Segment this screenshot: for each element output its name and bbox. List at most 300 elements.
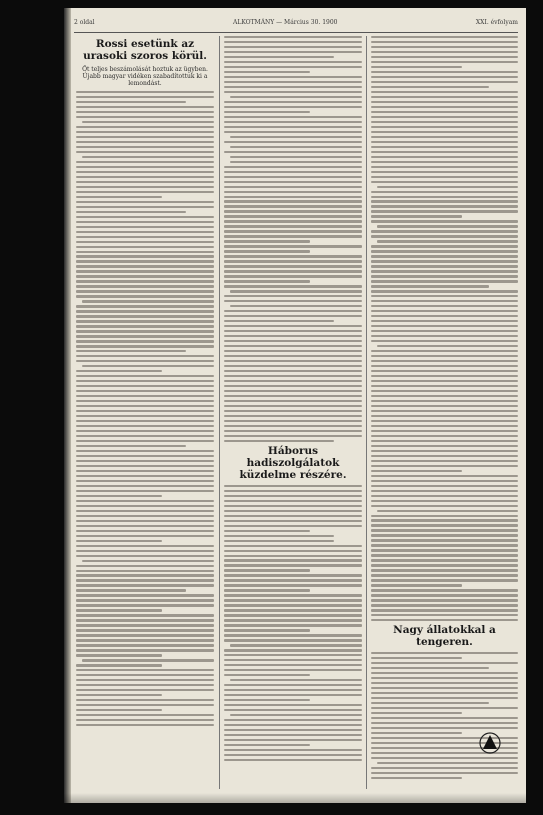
text-line: [76, 565, 214, 567]
text-line: [76, 619, 214, 621]
text-line: [371, 554, 518, 556]
text-line: [371, 604, 518, 606]
text-line: [76, 275, 214, 277]
text-line: [224, 719, 362, 721]
text-line: [224, 205, 362, 207]
text-line: [224, 380, 362, 382]
text-line: [76, 465, 214, 467]
text-line: [377, 345, 518, 347]
text-line: [371, 609, 518, 611]
column-rule: [219, 36, 220, 789]
text-line: [76, 410, 214, 412]
text-line: [371, 210, 518, 212]
text-line: [371, 445, 518, 447]
text-line: [224, 530, 310, 532]
text-line: [224, 639, 362, 641]
text-line: [224, 275, 362, 277]
text-line: [76, 609, 162, 611]
text-line: [224, 734, 362, 736]
text-line: [224, 151, 362, 153]
text-line: [371, 702, 489, 704]
text-line: [76, 420, 214, 422]
text-line: [76, 166, 214, 168]
text-line: [371, 529, 518, 531]
text-line: [76, 684, 214, 686]
text-line: [76, 440, 214, 442]
text-line: [371, 410, 518, 412]
text-line: [224, 594, 362, 596]
article-body: [371, 36, 518, 621]
text-line: [76, 136, 214, 138]
text-line: [224, 535, 334, 537]
text-line: [76, 96, 214, 98]
text-line: [224, 116, 362, 118]
text-line: [76, 490, 214, 492]
text-line: [224, 220, 362, 222]
text-line: [224, 295, 362, 297]
text-line: [371, 505, 518, 507]
text-line: [230, 305, 362, 307]
text-line: [371, 757, 518, 759]
text-line: [224, 485, 362, 487]
text-line: [76, 495, 162, 497]
text-line: [82, 121, 214, 123]
text-line: [224, 320, 334, 322]
text-line: [224, 659, 362, 661]
text-line: [371, 116, 518, 118]
text-line: [371, 544, 518, 546]
text-line: [371, 350, 518, 352]
text-line: [76, 550, 214, 552]
column-2: [224, 36, 362, 789]
text-line: [371, 500, 518, 502]
text-line: [76, 500, 214, 502]
text-line: [224, 121, 362, 123]
text-line: [224, 225, 362, 227]
article-body: [76, 91, 214, 726]
text-line: [76, 689, 214, 691]
text-line: [371, 425, 518, 427]
text-line: [371, 245, 518, 247]
text-line: [224, 599, 362, 601]
text-line: [371, 51, 518, 53]
text-line: [224, 754, 362, 756]
text-line: [76, 231, 214, 233]
text-line: [230, 146, 362, 148]
text-line: [76, 400, 214, 402]
text-line: [224, 559, 362, 561]
text-line: [76, 405, 214, 407]
text-line: [224, 255, 362, 257]
text-line: [371, 141, 518, 143]
text-line: [224, 106, 362, 108]
text-line: [76, 340, 214, 342]
text-line: [230, 161, 362, 163]
text-line: [371, 495, 518, 497]
text-line: [371, 485, 518, 487]
text-line: [224, 689, 362, 691]
text-line: [76, 315, 214, 317]
text-line: [76, 485, 214, 487]
text-line: [224, 355, 362, 357]
text-line: [377, 762, 518, 764]
text-line: [224, 345, 362, 347]
text-line: [76, 515, 214, 517]
text-line: [224, 385, 362, 387]
text-line: [76, 290, 214, 292]
text-line: [224, 589, 310, 591]
text-line: [224, 200, 362, 202]
text-line: [371, 260, 518, 262]
text-line: [371, 235, 518, 237]
text-line: [76, 186, 214, 188]
text-line: [76, 241, 214, 243]
text-line: [76, 644, 214, 646]
text-line: [224, 270, 362, 272]
text-line: [371, 574, 518, 576]
text-line: [224, 545, 362, 547]
text-line: [224, 280, 310, 282]
text-line: [371, 215, 462, 217]
column-3: [371, 36, 518, 789]
text-line: [224, 365, 362, 367]
text-line: [371, 519, 518, 521]
text-line: [224, 584, 362, 586]
text-line: [76, 584, 214, 586]
text-line: [76, 714, 214, 716]
text-line: [371, 250, 518, 252]
text-line: [230, 290, 362, 292]
text-line: [371, 365, 518, 367]
text-line: [76, 435, 214, 437]
text-line: [371, 81, 518, 83]
column-1: [76, 36, 214, 789]
text-line: [371, 652, 518, 654]
text-line: [76, 450, 214, 452]
text-line: [224, 510, 362, 512]
text-line: [76, 664, 162, 666]
text-line: [224, 245, 362, 247]
text-line: [224, 196, 362, 198]
text-line: [224, 51, 362, 53]
text-line: [224, 191, 362, 193]
text-line: [76, 171, 214, 173]
text-line: [76, 360, 214, 362]
text-line: [371, 330, 518, 332]
text-line: [82, 560, 214, 562]
text-line: [76, 604, 214, 606]
text-line: [224, 614, 362, 616]
text-line: [224, 724, 362, 726]
text-line: [371, 564, 518, 566]
text-line: [224, 91, 362, 93]
header-right: XXI. évfolyam: [475, 19, 518, 26]
text-line: [224, 604, 362, 606]
text-line: [224, 141, 362, 143]
text-line: [224, 744, 310, 746]
text-line: [371, 440, 518, 442]
text-line: [371, 732, 462, 734]
text-line: [224, 569, 310, 571]
text-line: [371, 405, 518, 407]
text-line: [371, 435, 518, 437]
text-line: [224, 230, 362, 232]
page-shadow: [64, 793, 526, 803]
text-line: [371, 687, 518, 689]
text-line: [224, 664, 362, 666]
text-line: [371, 619, 518, 621]
text-line: [371, 106, 518, 108]
text-line: [76, 345, 214, 347]
text-line: [371, 430, 518, 432]
text-line: [224, 395, 362, 397]
text-line: [230, 136, 362, 138]
text-line: [224, 240, 310, 242]
library-stamp-icon: [479, 732, 501, 756]
text-line: [76, 724, 214, 726]
text-line: [76, 305, 214, 307]
text-line: [371, 156, 518, 158]
text-line: [76, 460, 214, 462]
text-line: [371, 275, 518, 277]
text-line: [76, 101, 186, 103]
text-line: [224, 410, 362, 412]
text-line: [224, 759, 362, 761]
text-line: [224, 235, 362, 237]
text-line: [224, 540, 334, 542]
text-line: [371, 712, 462, 714]
text-line: [371, 475, 518, 477]
text-line: [371, 360, 518, 362]
text-line: [371, 455, 518, 457]
text-line: [371, 96, 518, 98]
text-line: [76, 246, 214, 248]
text-line: [224, 171, 362, 173]
text-line: [224, 634, 362, 636]
text-line: [371, 325, 518, 327]
article-title: Háborus hadiszolgálatok küzdelme részére.: [239, 444, 347, 481]
text-line: [76, 91, 214, 93]
text-line: [371, 370, 518, 372]
text-line: [371, 400, 518, 402]
text-line: [371, 667, 489, 669]
text-line: [224, 405, 362, 407]
text-line: [371, 420, 518, 422]
article-title: Rossi esetünk az urasoki szoros körül.: [83, 38, 207, 62]
text-line: [224, 166, 362, 168]
text-line: [224, 674, 310, 676]
text-line: [76, 385, 214, 387]
page-gutter: [64, 8, 71, 803]
text-line: [371, 305, 518, 307]
text-line: [371, 86, 489, 88]
text-line: [371, 56, 518, 58]
text-line: [224, 699, 310, 701]
text-line: [371, 36, 518, 38]
text-line: [224, 330, 362, 332]
text-line: [76, 295, 214, 297]
text-line: [224, 649, 362, 651]
text-line: [371, 697, 518, 699]
text-line: [371, 465, 518, 467]
text-line: [371, 539, 518, 541]
text-line: [76, 704, 214, 706]
text-line: [371, 515, 518, 517]
text-line: [371, 230, 518, 232]
text-line: [371, 534, 518, 536]
text-line: [76, 579, 214, 581]
text-line: [76, 455, 214, 457]
text-line: [371, 569, 518, 571]
text-line: [371, 310, 518, 312]
text-line: [224, 525, 362, 527]
text-line: [224, 315, 362, 317]
text-line: [76, 196, 162, 198]
text-line: [76, 370, 162, 372]
text-line: [230, 96, 362, 98]
text-line: [371, 76, 518, 78]
text-line: [76, 106, 214, 108]
text-line: [371, 181, 518, 183]
text-line: [371, 480, 518, 482]
text-line: [76, 216, 214, 218]
text-line: [76, 425, 214, 427]
text-line: [371, 722, 518, 724]
article-title: Nagy állatokkal a tengeren.: [393, 624, 496, 649]
text-line: [76, 325, 214, 327]
text-line: [371, 662, 518, 664]
text-line: [371, 265, 518, 267]
text-line: [76, 280, 214, 282]
text-line: [224, 749, 362, 751]
text-line: [76, 545, 214, 547]
text-line: [230, 679, 362, 681]
text-line: [76, 540, 162, 542]
text-line: [377, 510, 518, 512]
text-line: [76, 555, 214, 557]
text-line: [371, 772, 518, 774]
text-line: [371, 161, 518, 163]
text-line: [371, 61, 518, 63]
text-line: [371, 46, 518, 48]
text-line: [224, 46, 362, 48]
text-line: [76, 480, 214, 482]
text-line: [76, 589, 186, 591]
text-line: [76, 520, 214, 522]
text-line: [76, 415, 214, 417]
article-body: [224, 485, 362, 761]
text-line: [76, 475, 214, 477]
text-line: [224, 555, 362, 557]
text-line: [224, 564, 362, 566]
text-line: [371, 66, 462, 68]
text-line: [371, 657, 462, 659]
page-header: [74, 19, 518, 33]
text-line: [377, 186, 518, 188]
text-line: [224, 131, 362, 133]
text-line: [76, 191, 214, 193]
text-line: [371, 290, 518, 292]
text-line: [224, 400, 362, 402]
text-line: [224, 420, 362, 422]
text-line: [76, 510, 214, 512]
text-line: [224, 684, 362, 686]
text-line: [76, 694, 162, 696]
column-rule: [366, 36, 367, 789]
text-line: [371, 111, 518, 113]
text-line: [224, 370, 362, 372]
text-line: [76, 201, 214, 203]
text-line: [224, 729, 362, 731]
text-line: [224, 66, 362, 68]
text-line: [224, 300, 362, 302]
text-line: [224, 739, 362, 741]
header-center: ALKOTMÁNY — Március 30. 1900: [233, 19, 338, 26]
text-line: [224, 520, 362, 522]
text-line: [224, 629, 310, 631]
text-line: [76, 574, 214, 576]
text-line: [76, 355, 214, 357]
text-line: [76, 719, 214, 721]
header-left: 2 oldal: [74, 19, 95, 26]
text-line: [76, 226, 214, 228]
text-line: [371, 584, 462, 586]
text-line: [371, 682, 518, 684]
text-line: [371, 335, 518, 337]
text-line: [371, 136, 518, 138]
text-line: [371, 707, 518, 709]
text-line: [224, 425, 362, 427]
newspaper-page: [64, 8, 526, 803]
text-line: [224, 704, 362, 706]
text-line: [371, 589, 518, 591]
text-line: [76, 535, 214, 537]
text-line: [371, 41, 518, 43]
text-line: [224, 375, 362, 377]
text-line: [224, 181, 362, 183]
text-line: [76, 255, 214, 257]
text-line: [371, 151, 518, 153]
text-line: [224, 609, 362, 611]
text-line: [371, 470, 462, 472]
text-line: [224, 495, 362, 497]
text-line: [377, 225, 518, 227]
text-line: [371, 672, 518, 674]
text-line: [371, 300, 518, 302]
text-line: [76, 629, 214, 631]
text-line: [371, 91, 518, 93]
text-line: [371, 390, 518, 392]
text-line: [76, 330, 214, 332]
text-line: [377, 240, 518, 242]
text-line: [76, 131, 214, 133]
text-line: [371, 121, 518, 123]
text-line: [224, 709, 362, 711]
text-line: [224, 41, 362, 43]
article-body: [224, 36, 362, 442]
text-line: [371, 692, 518, 694]
text-line: [224, 310, 362, 312]
text-line: [76, 654, 162, 656]
text-line: [224, 101, 362, 103]
text-line: [371, 524, 518, 526]
article-body: [371, 652, 518, 779]
text-line: [371, 101, 518, 103]
text-line: [224, 579, 362, 581]
text-line: [371, 191, 518, 193]
text-line: [224, 215, 362, 217]
text-line: [82, 300, 214, 302]
